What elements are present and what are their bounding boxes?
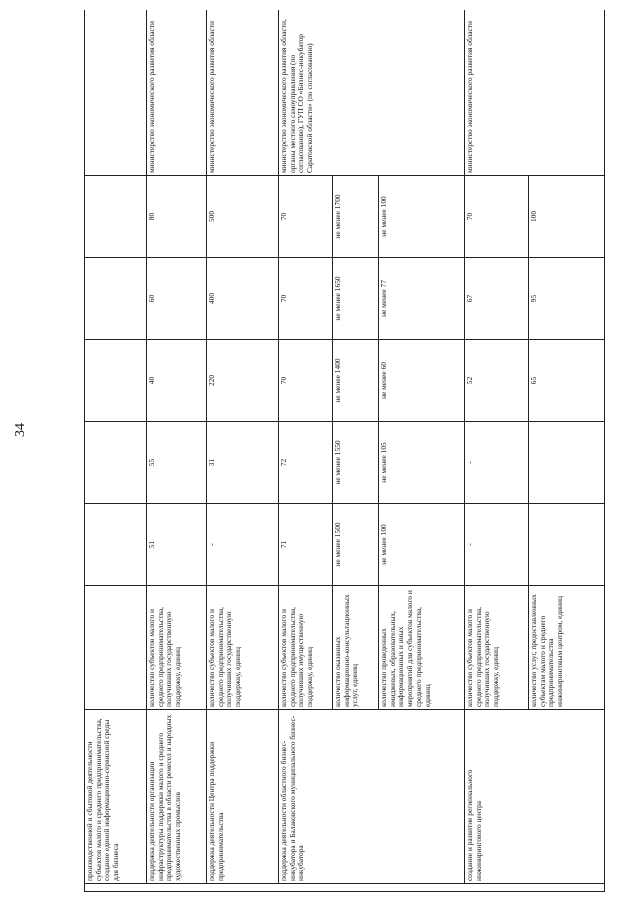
indicator-cell: количество субъектов малого и среднего предпринимательства, получивших государственную поддержку, единиц bbox=[147, 586, 207, 710]
value-cell: 80 bbox=[147, 176, 207, 258]
value-cell bbox=[85, 258, 147, 340]
value-cell: 52 bbox=[465, 340, 529, 422]
value-cell: не менее 1400 bbox=[333, 340, 379, 422]
activity-cell: поддержка деятельности областного бизнес-инкубатора и Балаковского муниципального бизнес-инкубатора bbox=[279, 710, 465, 884]
value-cell: 500 bbox=[207, 176, 279, 258]
table-row bbox=[85, 10, 147, 892]
executor-cell bbox=[85, 10, 147, 176]
program-indicators-table bbox=[84, 10, 605, 892]
value-cell bbox=[85, 504, 147, 586]
indicator-cell: количество услуг, предоставленных субъектам малого и среднего предпринимательства инжиниринговым центром, единиц bbox=[529, 586, 605, 710]
indicator-cell: количество оказанных информационно-консультационных услуг, единиц bbox=[333, 586, 379, 710]
indicator-cell: количество субъектов малого и среднего предпринимательства, получивших государственную поддержку, единиц bbox=[465, 586, 529, 710]
value-cell: не менее 1550 bbox=[333, 422, 379, 504]
value-cell bbox=[85, 340, 147, 422]
executor-cell: министерство экономического развития области bbox=[465, 10, 605, 176]
activity-cell: поддержка деятельности Центра поддержки предпринимательства bbox=[207, 710, 279, 884]
executor-cell: министерство экономического развития области bbox=[147, 10, 207, 176]
value-cell: 71 bbox=[279, 504, 333, 586]
executor-cell: министерство экономического развития области, органы местного самоуправления (по согласованию), ГУП СО «Бизнес-инкубатор Саратовской области» (по согласованию) bbox=[279, 10, 465, 176]
empty-cell bbox=[85, 884, 605, 892]
value-cell: не менее 100 bbox=[379, 504, 465, 586]
value-cell: 100 bbox=[529, 176, 605, 258]
indicator-cell: количество проведенных имиджевых, образовательных, информационных и иных мероприятий для субъектов малого и среднего предпринимательства, единиц bbox=[379, 586, 465, 710]
activity-cell: производственной и сбытовой деятельности субъектов малого и среднего предпринимательства, создание единой информационно-сервисной среды для бизнеса bbox=[85, 710, 147, 884]
value-cell: 400 bbox=[207, 258, 279, 340]
value-cell bbox=[529, 422, 605, 504]
value-cell: 70 bbox=[279, 176, 333, 258]
value-cell: 65 bbox=[529, 340, 605, 422]
document-page bbox=[84, 10, 614, 892]
value-cell: 55 bbox=[147, 422, 207, 504]
value-cell: - bbox=[207, 504, 279, 586]
value-cell bbox=[85, 176, 147, 258]
value-cell: - bbox=[465, 422, 529, 504]
value-cell: 72 bbox=[279, 422, 333, 504]
value-cell: не менее 60 bbox=[379, 340, 465, 422]
value-cell: 40 bbox=[147, 340, 207, 422]
value-cell bbox=[529, 504, 605, 586]
value-cell: не менее 1500 bbox=[333, 504, 379, 586]
value-cell: - bbox=[465, 504, 529, 586]
table-row bbox=[147, 10, 207, 892]
value-cell: 95 bbox=[529, 258, 605, 340]
value-cell: не менее 1700 bbox=[333, 176, 379, 258]
value-cell: 31 bbox=[207, 422, 279, 504]
table-row bbox=[465, 10, 529, 892]
indicator-cell: количество субъектов малого и среднего предпринимательства, получивших государственную поддержку, единиц bbox=[207, 586, 279, 710]
table-row bbox=[207, 10, 279, 892]
value-cell: не менее 1650 bbox=[333, 258, 379, 340]
table-row bbox=[279, 10, 333, 892]
value-cell: 70 bbox=[279, 340, 333, 422]
value-cell: 51 bbox=[147, 504, 207, 586]
value-cell: 67 bbox=[465, 258, 529, 340]
value-cell bbox=[85, 422, 147, 504]
page-number: 34 bbox=[13, 423, 28, 437]
value-cell: 70 bbox=[279, 258, 333, 340]
value-cell: не менее 105 bbox=[379, 422, 465, 504]
rotated-table-wrapper bbox=[84, 10, 614, 892]
value-cell: 220 bbox=[207, 340, 279, 422]
executor-cell: министерство экономического развития области bbox=[207, 10, 279, 176]
activity-cell: поддержка деятельности организации инфраструктуры поддержки малого и среднего предпринимательства в области ремесел и народных художественных промыслов bbox=[147, 710, 207, 884]
indicator-cell bbox=[85, 586, 147, 710]
value-cell: 60 bbox=[147, 258, 207, 340]
indicator-cell: количество субъектов малого и среднего предпринимательства, получивших имущественную поддержку, единиц bbox=[279, 586, 333, 710]
value-cell: не менее 77 bbox=[379, 258, 465, 340]
value-cell: 70 bbox=[465, 176, 529, 258]
value-cell: не менее 100 bbox=[379, 176, 465, 258]
activity-cell: создание и развитие регионального инжинирингового центра bbox=[465, 710, 605, 884]
